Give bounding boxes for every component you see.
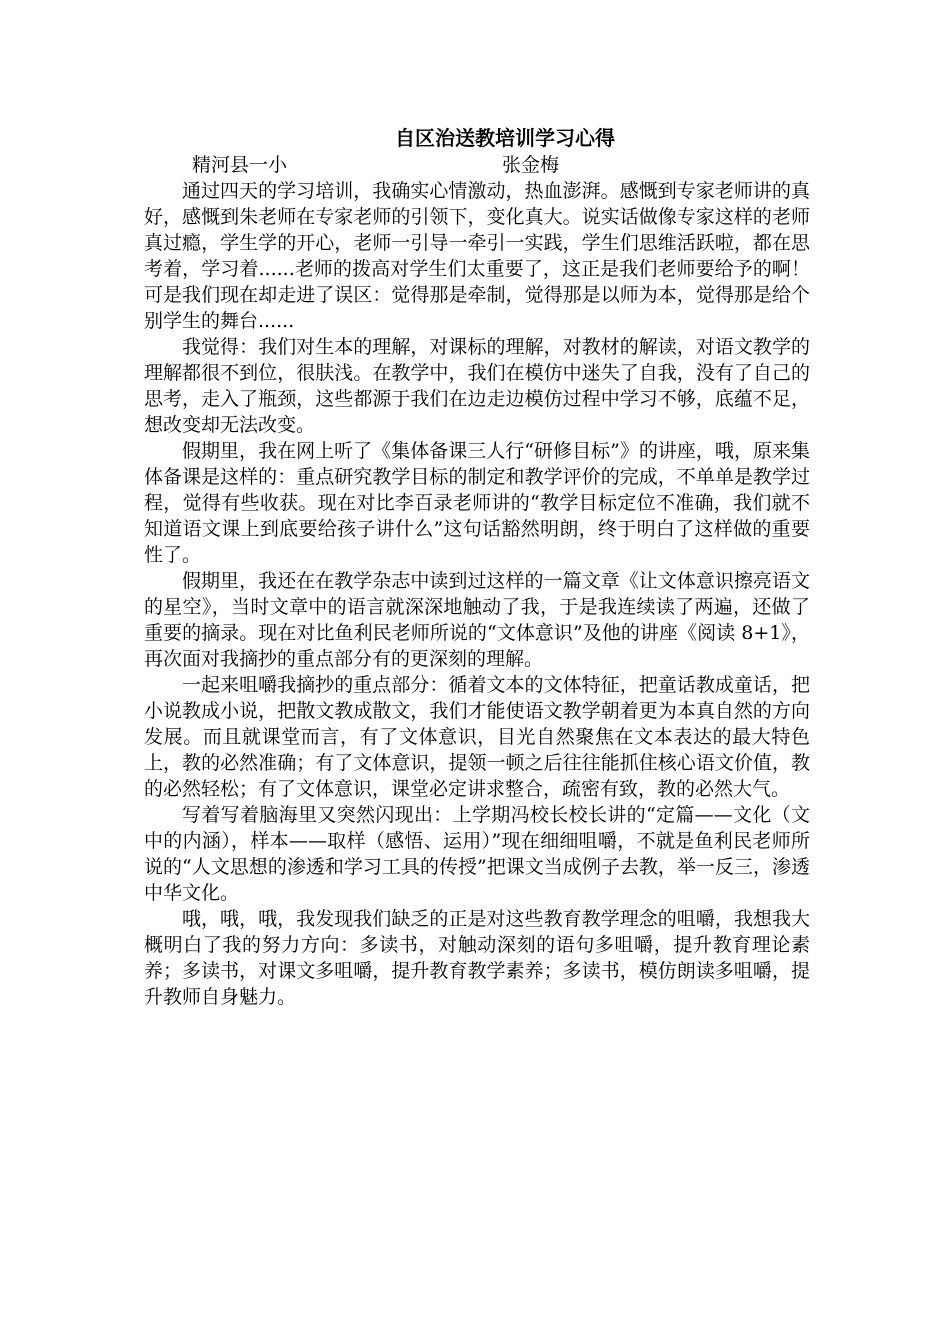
- paragraph: 一起来咀嚼我摘抄的重点部分：循着文本的文体特征，把童话教成童话，把小说教成小说，把散文教成散文，我们才能使语文教学朝着更为本真自然的方向发展。而且就课堂而言，有了文体意识，目光自然聚焦在文本表达的最大特色上，教的必然准确；有了文体意识，提领一顿之后往往能抓住核心语文价值，教的必然轻松；有了文体意识，课堂必定讲求整合，疏密有致，教的必然大气。: [144, 674, 810, 800]
- paragraph: 写着写着脑海里又突然闪现出：上学期冯校长校长讲的“定篇——文化（文中的内涵），样本——取样（感悟、运用）”现在细细咀嚼，不就是鱼利民老师所说的“人文思想的渗透和学习工具的传授”把课文当成例子去教，举一反三，渗透中华文化。: [144, 804, 810, 904]
- school-name: 精河县一小: [192, 154, 288, 176]
- document-page: [144, 124, 810, 1010]
- paragraph: 我觉得：我们对生本的理解，对课标的理解，对教材的解读，对语文教学的理解都很不到位，很肤浅。在教学中，我们在模仿中迷失了自我，没有了自己的思考，走入了瓶颈，这些都源于我们在边走边模仿过程中学习不够，底蕴不足，想改变却无法改变。: [144, 336, 810, 436]
- paragraph: 假期里，我在网上听了《集体备课三人行“研修目标”》的讲座，哦，原来集体备课是这样的：重点研究教学目标的制定和教学评价的完成，不单单是教学过程，觉得有些收获。现在对比李百录老师讲的“教学目标定位不准确，我们就不知道语文课上到底要给孩子讲什么”这句话豁然明朗，终于明白了这样做的重要性了。: [144, 440, 810, 566]
- paragraph: 通过四天的学习培训，我确实心情激动，热血澎湃。感慨到专家老师讲的真好，感慨到朱老师在专家老师的引领下，变化真大。说实话做像专家这样的老师真过瘾，学生学的开心，老师一引导一牵引一实践，学生们思维活跃啦，都在思考着，学习着......老师的拨高对学生们太重要了，这正是我们老师要给予的啊！可是我们现在却走进了误区：觉得那是牵制，觉得那是以师为本，觉得那是给个别学生的舞台......: [144, 180, 810, 332]
- paragraph: 假期里，我还在在教学杂志中读到过这样的一篇文章《让文体意识擦亮语文的星空》，当时文章中的语言就深深地触动了我，于是我连续读了两遍，还做了重要的摘录。现在对比鱼利民老师所说的“文体意识”及他的讲座《阅读 8+1》，再次面对我摘抄的重点部分有的更深刻的理解。: [144, 570, 810, 670]
- paragraph: 哦，哦，哦，我发现我们缺乏的正是对这些教育教学理念的咀嚼，我想我大概明白了我的努力方向：多读书，对触动深刻的语句多咀嚼，提升教育理论素养；多读书，对课文多咀嚼，提升教育教学素养；多读书，模仿朗读多咀嚼，提升教师自身魅力。: [144, 908, 810, 1008]
- document-title: 自区治送教培训学习心得: [395, 126, 615, 150]
- byline: [144, 152, 810, 178]
- author-name: 张金梅: [502, 154, 560, 176]
